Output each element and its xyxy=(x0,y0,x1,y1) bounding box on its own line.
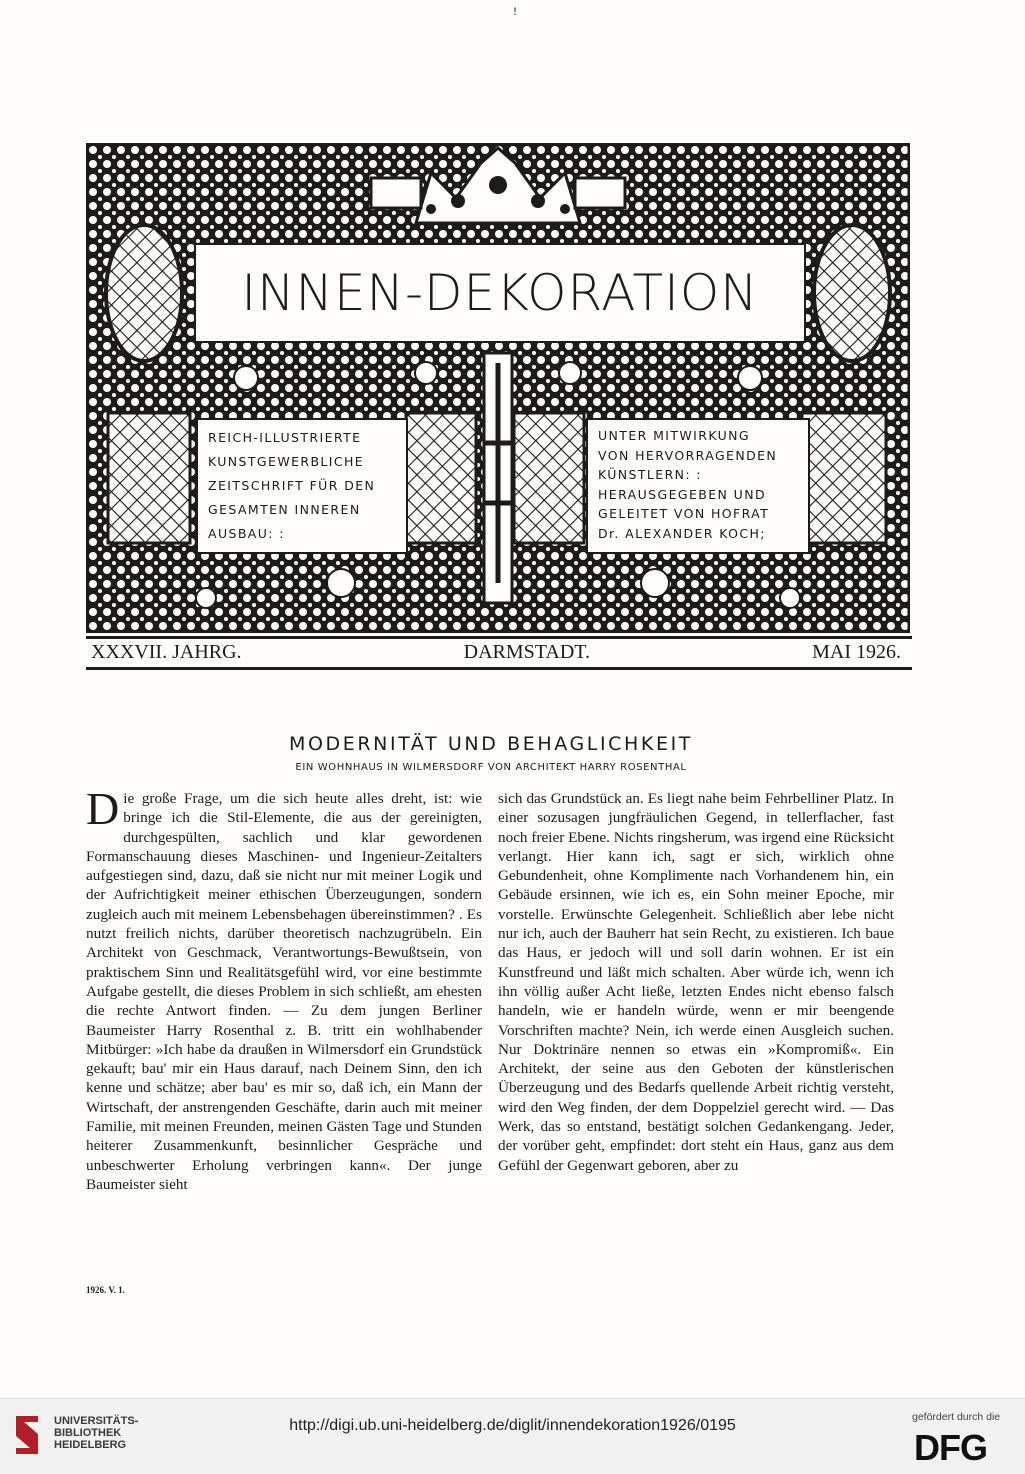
lace-ornament xyxy=(86,143,910,633)
article-headline: MODERNITÄT UND BEHAGLICHKEIT xyxy=(288,733,694,755)
masthead-left-box xyxy=(196,418,408,554)
right-box-line: VON HERVORRAGENDEN xyxy=(598,447,778,463)
footer-bar xyxy=(0,1398,1025,1474)
page-mark: ! xyxy=(513,4,517,18)
masthead-right-box xyxy=(586,418,810,554)
sponsor-label: gefördert durch die xyxy=(912,1411,1001,1423)
masthead xyxy=(86,143,910,633)
article-column-left xyxy=(86,783,482,1194)
left-box-line: AUSBAU: : xyxy=(208,526,285,541)
article-text-left: ie große Frage, um die sich heute alles dreht, ist: wie bringe ich die Stil-Elemente, die aus der gereinigten, durchgespülten, sachlich und klar gewordenen Formanschauung dieses Maschinen- und Ingenieur-Zeitalters aufgestiegen sind, dazu, daß sie nicht nur mit meiner Logik und der Aufrichtigkeit meiner ethischen Überzeugungen, sondern zugleich auch mit meinem Lebensbehagen übereinstimmen? . Es nutzt freilich nichts, darüber theoretisch nachzugrübeln. Ein Architekt von Geschmack, Verantwortungs-Bewußtsein, von praktischem Sinn und Realitätsgefühl wird, vor eine bestimmte Aufgabe gestellt, die dieses Problem in sich schließt, am ehesten die rechte Antwort finden. — Zu dem jungen Berliner Baumeister Harry Rosenthal z. B. tritt ein wohlhabender Mitbürger: »Ich habe da draußen in Wilmersdorf ein Grundstück gekauft; bau' mir ein Haus darauf, nach Deinem Sinn, den ich kenne und schätze; aber bau' es mir so, daß ich, ein Mann der Wirtschaft, der anstrengenden Geschäfte, darin auch mit meiner Familie, mit meinen Freunden, meinen Gästen Tage und Stunden heiterer Zusammenkunft, besinnlicher Gespräche und unbeschwerter Erholung verbringen kann«. Der junge Baumeister sieht xyxy=(86,790,482,1193)
library-name-line: BIBLIOTHEK xyxy=(54,1427,122,1439)
left-box-line: GESAMTEN INNEREN xyxy=(208,502,361,517)
masthead-title-box xyxy=(194,243,806,343)
date-label: MAI 1926. xyxy=(812,640,901,663)
article-column-right xyxy=(498,789,894,1175)
library-name-line: UNIVERSITÄTS- xyxy=(54,1415,139,1427)
left-box-line: ZEITSCHRIFT FÜR DEN xyxy=(208,478,376,493)
volume-label: XXXVII. JAHRG. xyxy=(91,640,242,663)
right-box-line: Dr. ALEXANDER KOCH; xyxy=(598,525,766,541)
article-subline: EIN WOHNHAUS IN WILMERSDORF VON ARCHITEKT HARRY ROSENTHAL xyxy=(295,762,687,773)
masthead-title: INNEN-DEKORATION xyxy=(241,264,759,322)
left-box-line: KUNSTGEWERBLICHE xyxy=(208,454,365,469)
drop-cap: D xyxy=(86,783,120,834)
library-name-line: HEIDELBERG xyxy=(54,1439,127,1451)
place-label: DARMSTADT. xyxy=(463,640,591,663)
dateline xyxy=(91,638,901,666)
left-box-line: REICH-ILLUSTRIERTE xyxy=(208,430,362,445)
dfg-logo: DFG xyxy=(914,1427,987,1468)
article-text-right: sich das Grundstück an. Es liegt nahe beim Fehrbelliner Platz. In einer sozusagen jungfräulichen Gegend, in tellerflacher, fast noch freier Ebene. Nichts ringsherum, was irgend eine Rücksicht verlangt. Hier kann ich, sagt er sich, wirklich ohne Gebundenheit, ohne Komplimente nach Vorhandenem hin, ein Gebäude ersinnen, wie ich es, ein Sohn meiner Epoche, mir vorstelle. Erwünschte Gelegenheit. Schließlich aber lebe nicht nur ich, auch der Bauherr hat sein Recht, zu existieren. Ich baue das Haus, er jedoch will und soll darin wohnen. Er ist ein Kunstfreund und läßt mich schalten. Aber würde ich, wenn ich ihn völlig außer Acht ließe, letzten Endes nicht ebenso falsch handeln, wie er handeln würde, wenn er mir beengende Vorschriften machte? Nein, ich werde einen Ausgleich suchen. Nur Doktrinäre nennen so etwas ein »Kompromiß«. Ein Architekt, der seine aus den Geboten der künstlerischen Überzeugung und des Bedarfs quellende Arbeit richtig versteht, wird den Weg finden, der dem Doppelziel gerecht wird. — Das Werk, das so entstand, bestätigt solchen Gedankengang. Jeder, der vorüber geht, empfindet: dort steht ein Haus, ganz aus dem Gefühl der Gegenwart geboren, aber zu xyxy=(498,790,894,1174)
right-box-line: UNTER MITWIRKUNG xyxy=(598,428,750,443)
printer-signature: 1926. V. 1. xyxy=(86,1285,125,1295)
divider xyxy=(86,667,912,670)
right-box-line: GELEITET VON HOFRAT xyxy=(598,506,770,521)
right-box-line: HERAUSGEGEBEN UND xyxy=(598,486,767,502)
right-box-line: KÜNSTLERN: : xyxy=(598,467,703,482)
source-url-link[interactable]: http://digi.ub.uni-heidelberg.de/diglit/innendekoration1926/0195 xyxy=(289,1417,736,1434)
